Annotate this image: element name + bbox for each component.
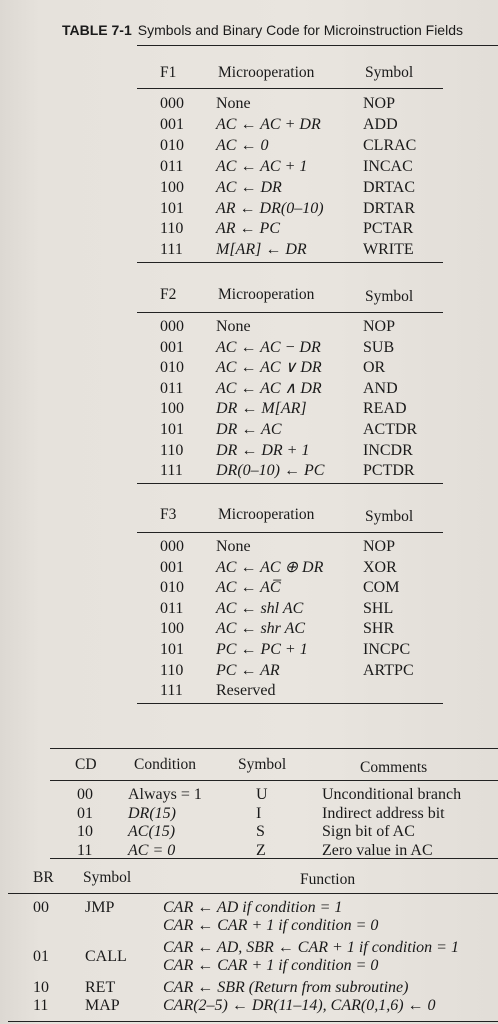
rule [137,703,443,704]
f1-code: 111 [160,241,183,258]
f3-header-symbol: Symbol [365,508,414,525]
f1-code: 011 [160,158,184,175]
f3-symbol: NOP [363,538,396,555]
f3-microoperation: PC ← PC + 1 [216,641,308,658]
f3-code: 111 [160,682,183,699]
rule [137,483,443,484]
cd-condition: AC(15) [128,823,176,840]
f2-microoperation: None [216,318,251,335]
f1-microoperation: AC ← AC + DR [216,116,321,133]
br-code: 01 [33,948,49,965]
br-code: 11 [33,997,49,1014]
f2-microoperation: DR ← DR + 1 [216,442,310,459]
cd-header-condition: Condition [134,756,197,773]
f3-code: 011 [160,600,184,617]
f2-symbol: READ [363,400,407,417]
f1-symbol: ADD [363,116,398,133]
br-function-line: CAR ← AD if condition = 1 [163,899,343,916]
f3-microoperation: None [216,538,251,555]
f2-code: 000 [160,318,184,335]
f1-code: 010 [160,137,184,154]
cd-code: 11 [77,842,93,859]
f3-symbol: COM [363,579,400,596]
br-function-line: CAR(2–5) ← DR(11–14), CAR(0,1,6) ← 0 [163,997,436,1014]
f1-code: 000 [160,95,184,112]
f3-header-microop: Microoperation [218,506,315,523]
f1-header-code: F1 [160,64,177,81]
f3-microoperation: AC ← shr AC [216,620,306,637]
f1-symbol: CLRAC [363,137,417,154]
f1-code: 110 [160,220,184,237]
f1-microoperation: None [216,95,251,112]
f2-microoperation: DR ← M[AR] [216,400,307,417]
br-header-code: BR [33,869,54,886]
f2-symbol: AND [363,380,398,397]
f1-header-symbol: Symbol [365,64,414,81]
br-symbol: JMP [85,899,115,916]
rule [50,780,498,781]
f1-symbol: INCAC [363,158,413,175]
br-symbol: CALL [85,948,127,965]
rule [8,1021,498,1022]
f2-symbol: SUB [363,339,395,356]
f1-microoperation: AC ← 0 [216,137,269,154]
f2-code: 011 [160,380,184,397]
cd-comment: Indirect address bit [322,805,445,822]
f2-microoperation: DR ← AC [216,421,282,438]
cd-code: 01 [77,805,93,822]
f2-code: 100 [160,400,184,417]
f3-code: 010 [160,579,184,596]
f2-header-code: F2 [160,286,177,303]
br-header-symbol: Symbol [83,869,132,886]
cd-symbol: S [256,823,265,840]
cd-symbol: I [256,805,262,822]
f3-symbol: ARTPC [363,662,414,679]
f3-symbol: SHL [363,600,394,617]
f3-microoperation: AC ← AC ⊕ DR [216,559,324,576]
cd-code: 10 [77,823,93,840]
f2-symbol: OR [363,359,386,376]
f3-code: 101 [160,641,184,658]
br-symbol: MAP [85,997,120,1014]
cd-condition: AC = 0 [128,842,176,859]
f2-code: 111 [160,462,183,479]
f1-header-microop: Microoperation [218,64,315,81]
f1-symbol: DRTAC [363,179,415,196]
table-caption: Symbols and Binary Code for Microinstruction Fields [137,22,463,38]
br-function-line: CAR ← AD, SBR ← CAR + 1 if condition = 1 [163,939,459,956]
f1-symbol: NOP [363,95,396,112]
br-symbol: RET [85,979,116,996]
cd-code: 00 [77,786,93,803]
f1-code: 101 [160,200,184,217]
f3-header-code: F3 [160,506,177,523]
f1-symbol: DRTAR [363,200,415,217]
rule [8,893,498,894]
f2-microoperation: AC ← AC ∧ DR [216,380,322,397]
f2-symbol: ACTDR [363,421,418,438]
f2-header-microop: Microoperation [218,286,315,303]
f2-code: 010 [160,359,184,376]
br-code: 00 [33,899,49,916]
f3-code: 100 [160,620,184,637]
rule [50,858,498,859]
br-code: 10 [33,979,49,996]
rule [137,532,443,533]
cd-comment: Unconditional branch [322,786,462,803]
f1-symbol: WRITE [363,241,414,258]
f2-code: 101 [160,421,184,438]
f3-microoperation: AC ← AC̅ [216,579,281,596]
rule [137,88,443,89]
cd-header-comments: Comments [360,759,428,776]
rule [137,262,443,263]
cd-condition: Always = 1 [128,786,202,803]
cd-comment: Zero value in AC [322,842,433,859]
br-function-line: CAR ← CAR + 1 if condition = 0 [163,917,379,934]
f2-symbol: PCTDR [363,462,415,479]
br-function-line: CAR ← CAR + 1 if condition = 0 [163,957,379,974]
f1-microoperation: AR ← DR(0–10) [216,200,324,217]
f2-microoperation: AC ← AC ∨ DR [216,359,322,376]
table-title [62,22,463,38]
f3-microoperation: PC ← AR [216,662,280,679]
br-function-line: CAR ← SBR (Return from subroutine) [163,979,409,996]
f3-microoperation: AC ← shl AC [216,600,304,617]
f1-microoperation: AR ← PC [216,220,280,237]
f2-microoperation: AC ← AC − DR [216,339,321,356]
f3-code: 000 [160,538,184,555]
rule [137,312,443,313]
cd-symbol: Z [256,842,266,859]
f3-symbol: XOR [363,559,397,576]
f2-symbol: NOP [363,318,396,335]
f2-microoperation: DR(0–10) ← PC [216,462,325,479]
f2-symbol: INCDR [363,442,413,459]
rule [50,748,498,749]
f3-symbol: INCPC [363,641,411,658]
table-number: TABLE 7-1 [62,22,132,38]
br-header-function: Function [300,871,356,888]
cd-symbol: U [256,786,268,803]
f2-code: 110 [160,442,184,459]
f3-code: 110 [160,662,184,679]
f1-microoperation: AC ← AC + 1 [216,158,308,175]
f2-header-symbol: Symbol [365,288,414,305]
cd-header-symbol: Symbol [238,756,287,773]
f3-microoperation: Reserved [216,682,276,699]
f3-code: 001 [160,559,184,576]
f1-symbol: PCTAR [363,220,414,237]
f1-microoperation: AC ← DR [216,179,282,196]
rule [137,45,498,46]
f3-symbol: SHR [363,620,395,637]
cd-header-code: CD [75,756,97,773]
cd-condition: DR(15) [128,805,176,822]
cd-comment: Sign bit of AC [322,823,415,840]
f1-code: 001 [160,116,184,133]
f2-code: 001 [160,339,184,356]
f1-code: 100 [160,179,184,196]
f1-microoperation: M[AR] ← DR [216,241,307,258]
